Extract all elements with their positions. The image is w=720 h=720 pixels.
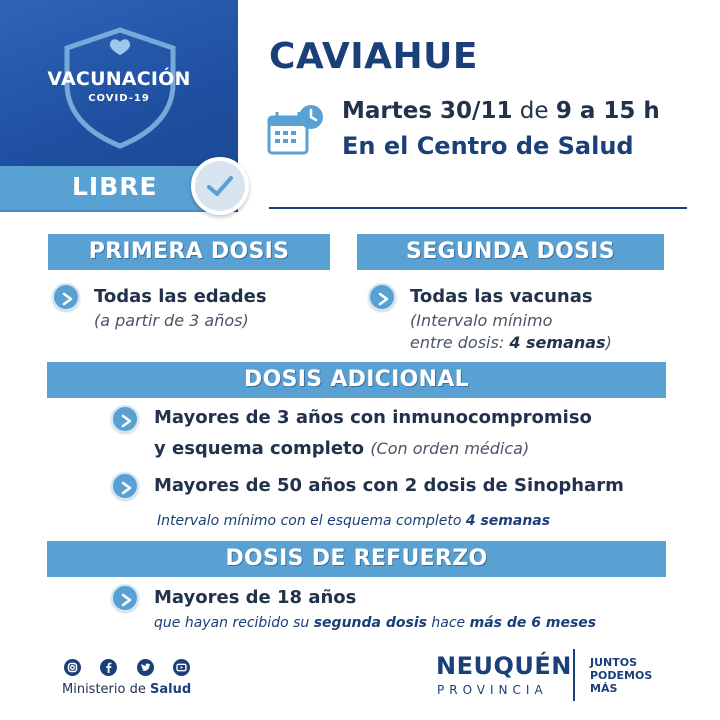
dosis-refuerzo-header: DOSIS DE REFUERZO (47, 541, 666, 577)
facebook-icon[interactable] (100, 659, 117, 676)
footer-divider (573, 649, 575, 701)
slogan-line1: JUNTOS (590, 656, 638, 669)
adicional-item1-main: y esquema completo (154, 438, 365, 459)
refuerzo-sub-b: segunda dosis (313, 615, 427, 631)
neuquen-logo: NEUQUÉN (436, 652, 572, 680)
segunda-dosis-header: SEGUNDA DOSIS (357, 234, 664, 270)
adicional-item1-line2 (154, 438, 529, 459)
segunda-sub-bold: 4 semanas (509, 333, 606, 352)
twitter-icon[interactable] (137, 659, 154, 676)
chevron-right-icon (52, 283, 80, 311)
date-connector: de (519, 98, 549, 124)
checkmark-icon (195, 161, 245, 211)
city-title: CAVIAHUE (269, 36, 478, 77)
date-line (342, 98, 660, 124)
adicional-item1-note: (Con orden médica) (370, 439, 530, 458)
segunda-sub-line1: (Intervalo mínimo (410, 311, 553, 330)
ministerio-prefix: Ministerio de (62, 682, 150, 697)
youtube-icon[interactable] (173, 659, 190, 676)
adicional-item1-line1: Mayores de 3 años con inmunocompromiso (154, 407, 592, 428)
segunda-sub-line2 (410, 333, 612, 352)
header-divider (269, 207, 687, 209)
chevron-right-icon (368, 283, 396, 311)
adicional-note (157, 513, 550, 529)
badge-title: VACUNACIÓN (47, 68, 191, 90)
refuerzo-sub-d: más de 6 meses (469, 615, 597, 631)
slogan (590, 656, 652, 695)
ministerio-label (62, 682, 191, 697)
adicional-note-prefix: Intervalo mínimo con el esquema completo (157, 513, 466, 529)
chevron-right-icon (111, 584, 139, 612)
ministerio-bold: Salud (149, 682, 192, 697)
segunda-sub-suffix: ) (605, 333, 612, 352)
refuerzo-sub-c: hace (426, 615, 470, 631)
adicional-item2: Mayores de 50 años con 2 dosis de Sinopharm (154, 475, 624, 496)
libre-label: LIBRE (72, 172, 158, 201)
segunda-sub-prefix: entre dosis: (410, 333, 510, 352)
refuerzo-sub-a: que hayan recibido su (154, 615, 314, 631)
calendar-clock-icon (266, 103, 328, 165)
heart-icon (110, 39, 130, 55)
place-line: En el Centro de Salud (342, 132, 634, 160)
chevron-right-icon (111, 472, 139, 500)
segunda-main: Todas las vacunas (410, 286, 593, 307)
provincia-label: PROVINCIA (437, 683, 548, 697)
adicional-note-bold: 4 semanas (465, 513, 551, 529)
primera-main: Todas las edades (94, 286, 267, 307)
instagram-icon[interactable] (64, 659, 81, 676)
chevron-right-icon (111, 405, 139, 433)
date-day: Martes 30/11 (342, 98, 513, 124)
refuerzo-sub (154, 615, 596, 631)
checkmark-badge (191, 157, 249, 215)
slogan-line3: MÁS (590, 682, 618, 695)
primera-sub: (a partir de 3 años) (94, 311, 249, 330)
dosis-adicional-header: DOSIS ADICIONAL (47, 362, 666, 398)
primera-dosis-header: PRIMERA DOSIS (48, 234, 330, 270)
refuerzo-main: Mayores de 18 años (154, 587, 357, 608)
slogan-line2: PODEMOS (590, 669, 653, 682)
badge-subtitle: COVID-19 (88, 93, 150, 104)
date-hours: 9 a 15 h (555, 98, 660, 124)
